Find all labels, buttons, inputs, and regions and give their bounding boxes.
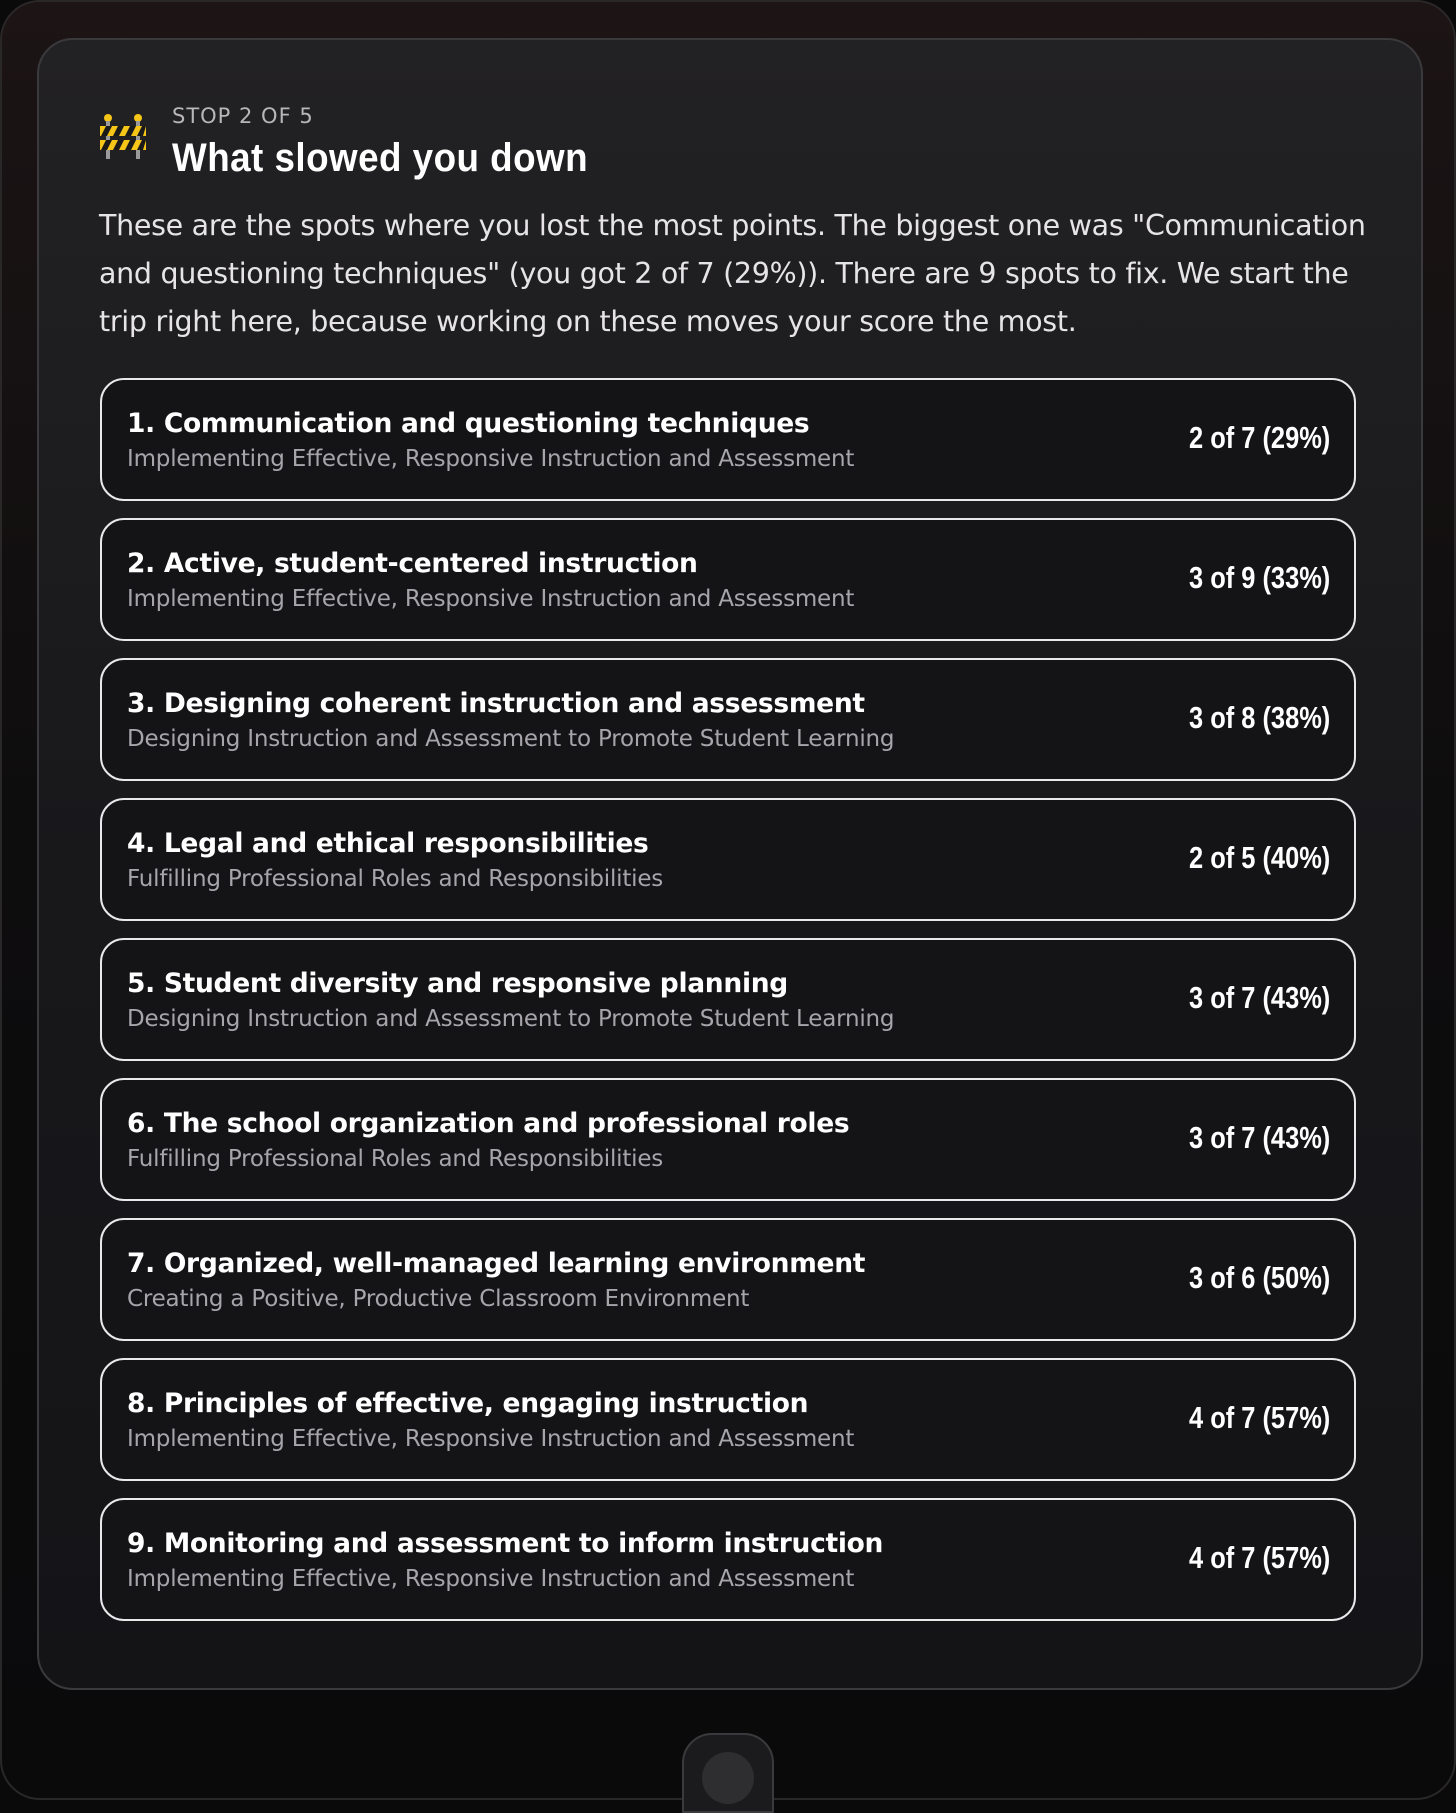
section-header [98, 104, 1358, 194]
list-item[interactable] [100, 1498, 1356, 1621]
list-item[interactable] [100, 1358, 1356, 1481]
item-score: 3 of 7 (43%) [1188, 980, 1330, 1015]
item-title: 2. Active, student-centered instruction [127, 548, 698, 579]
item-title: 8. Principles of effective, engaging instruction [127, 1388, 809, 1419]
item-title: 5. Student diversity and responsive planning [127, 968, 788, 999]
item-score: 3 of 9 (33%) [1188, 560, 1330, 595]
item-subtitle: Creating a Positive, Productive Classroom Environment [127, 1286, 750, 1312]
list-item[interactable] [100, 658, 1356, 781]
list-item[interactable] [100, 378, 1356, 501]
item-title: 1. Communication and questioning techniques [127, 408, 810, 439]
list-item[interactable] [100, 1078, 1356, 1201]
intro-text: These are the spots where you lost the most points. The biggest one was "Communication and questioning techniques" (you got 2 of 7 (29%)). There are 9 spots to fix. We start the trip right here, because working on these moves your score the most. [99, 209, 1366, 338]
item-score: 3 of 7 (43%) [1188, 1120, 1330, 1155]
item-subtitle: Implementing Effective, Responsive Instruction and Assessment [127, 1566, 855, 1592]
item-score: 4 of 7 (57%) [1188, 1400, 1330, 1435]
roadblock-icon [98, 112, 148, 162]
step-label: STOP 2 OF 5 [172, 104, 314, 128]
list-item[interactable] [100, 938, 1356, 1061]
list-item[interactable] [100, 798, 1356, 921]
item-title: 7. Organized, well-managed learning environment [127, 1248, 866, 1279]
item-subtitle: Designing Instruction and Assessment to Promote Student Learning [127, 1006, 895, 1032]
item-subtitle: Implementing Effective, Responsive Instruction and Assessment [127, 446, 855, 472]
list-item[interactable] [100, 518, 1356, 641]
item-title: 6. The school organization and professional roles [127, 1108, 850, 1139]
item-score: 2 of 5 (40%) [1188, 840, 1330, 875]
page-title: What slowed you down [172, 136, 589, 180]
item-subtitle: Fulfilling Professional Roles and Responsibilities [127, 866, 664, 892]
item-subtitle: Fulfilling Professional Roles and Responsibilities [127, 1146, 664, 1172]
item-subtitle: Designing Instruction and Assessment to Promote Student Learning [127, 726, 895, 752]
item-score: 3 of 6 (50%) [1188, 1260, 1330, 1295]
item-title: 4. Legal and ethical responsibilities [127, 828, 649, 859]
item-score: 2 of 7 (29%) [1188, 420, 1330, 455]
item-title: 3. Designing coherent instruction and assessment [127, 688, 865, 719]
item-subtitle: Implementing Effective, Responsive Instruction and Assessment [127, 1426, 855, 1452]
item-score: 4 of 7 (57%) [1188, 1540, 1330, 1575]
home-button[interactable] [702, 1752, 754, 1804]
list-item[interactable] [100, 1218, 1356, 1341]
item-subtitle: Implementing Effective, Responsive Instruction and Assessment [127, 586, 855, 612]
item-score: 3 of 8 (38%) [1188, 700, 1330, 735]
item-title: 9. Monitoring and assessment to inform instruction [127, 1528, 884, 1559]
weak-spots-list [100, 378, 1356, 1638]
